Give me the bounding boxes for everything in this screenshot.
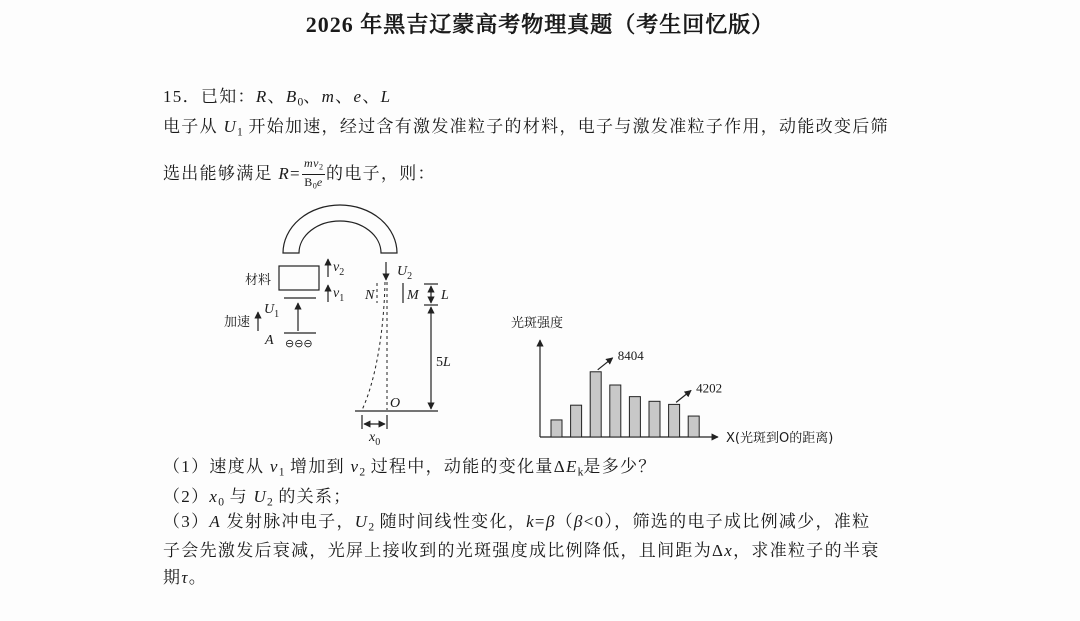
5l-label: [436, 355, 451, 370]
subscript: 2: [368, 520, 375, 534]
subscript: 2: [339, 267, 345, 278]
v1-label: [333, 286, 344, 304]
subscript: k: [577, 465, 584, 479]
math-variable: v: [269, 457, 279, 476]
u2-label: [397, 264, 412, 282]
page-title: 2026 年黑吉辽蒙高考物理真题（考生回忆版）: [305, 12, 775, 37]
bar: [610, 385, 621, 437]
subscript: 1: [237, 125, 243, 139]
intensity-bar-chart: [511, 315, 833, 446]
l-label: L: [441, 288, 449, 303]
text-run: 是多少？: [583, 457, 657, 476]
subscript: 2: [267, 495, 273, 509]
text-run: 与: [224, 487, 254, 506]
math-variable: L: [443, 355, 451, 370]
text-run: 发射脉冲电子，: [221, 512, 355, 531]
math-variable: U: [264, 302, 275, 317]
material-box: [279, 266, 319, 290]
plate-n-label: N: [365, 288, 375, 303]
u1-label: [264, 302, 279, 320]
subscript: 1: [339, 293, 345, 304]
math-variable: x: [209, 487, 219, 506]
math-variable: E: [565, 457, 578, 476]
math-variable: v: [333, 260, 340, 275]
text-run: 过程中，动能的变化量Δ: [365, 457, 566, 476]
math-variable: mv: [303, 156, 319, 170]
y-axis-label: 光斑强度: [511, 316, 564, 331]
text-run: 随时间线性变化，: [374, 512, 527, 531]
subscript: 2: [359, 465, 366, 479]
text-run: B: [304, 175, 313, 190]
math-variable: β: [573, 512, 584, 531]
text-run: 电子从: [163, 117, 224, 136]
bar: [688, 416, 699, 437]
source-a-label: A: [265, 333, 274, 348]
math-variable: R: [255, 87, 268, 106]
x0-label: [368, 430, 380, 448]
plate-m-label: M: [407, 288, 419, 303]
subscript: 2: [318, 162, 324, 172]
math-variable: e: [353, 87, 363, 106]
math-variable: R: [278, 163, 291, 183]
math-variable: v: [350, 457, 360, 476]
bar: [551, 420, 562, 437]
math-variable: e: [316, 175, 323, 190]
subscript: 1: [274, 309, 280, 320]
bar-annotation: 8404: [617, 347, 644, 363]
text-run: ，求准粒子的半衰: [733, 541, 880, 560]
text-run: （: [555, 512, 574, 531]
math-variable: x: [369, 430, 376, 445]
math-variable: τ: [181, 568, 189, 587]
text-run: （1）速度从: [163, 457, 270, 476]
bar: [649, 401, 660, 437]
apparatus-diagram: [224, 205, 451, 448]
point-o-label: O: [390, 396, 401, 411]
text-run: 、: [362, 87, 381, 106]
text-run: 。: [188, 568, 208, 587]
text-run: 15．已知：: [163, 87, 256, 106]
bar-annotation: 4202: [696, 380, 723, 396]
text-run: <0），筛选的电子成比例减少，准粒: [583, 512, 871, 531]
bar: [571, 405, 582, 437]
text-run: （2）: [163, 487, 210, 506]
math-variable: U: [253, 487, 268, 506]
x-axis-label: X(光斑到O的距离): [726, 431, 834, 446]
text-run: 、: [303, 87, 322, 106]
text-run: 开始加速，经过含有激发准粒子的材料，电子与激发准粒子作用，动能改变后筛: [242, 117, 889, 136]
material-label: 材料: [245, 273, 272, 288]
v2-label: [333, 260, 344, 278]
text-run: （3）: [163, 512, 210, 531]
text-run: 的关系；: [272, 487, 352, 506]
accelerate-label: 加速: [224, 315, 251, 330]
text-run: 的电子，则：: [326, 163, 436, 183]
bar: [629, 397, 640, 437]
math-variable: m: [321, 87, 336, 106]
text-run: =: [290, 163, 301, 183]
math-variable: L: [380, 87, 392, 106]
subscript: 0: [297, 95, 304, 109]
bar: [590, 372, 601, 437]
math-variable: v: [333, 286, 340, 301]
math-variable: U: [354, 512, 369, 531]
math-variable: U: [397, 264, 408, 279]
subscript: 0: [312, 181, 317, 191]
math-variable: A: [209, 512, 222, 531]
text-run: 选出能够满足: [163, 163, 279, 183]
text-run: 增加到: [284, 457, 351, 476]
subscript: 1: [278, 465, 285, 479]
annotation-arrow: [676, 390, 691, 402]
bar: [669, 404, 680, 437]
math-variable: x: [724, 541, 734, 560]
bar-series: [551, 372, 699, 437]
subscript: 0: [375, 437, 381, 448]
text-run: 子会先激发后衰减，光屏上接收到的光斑强度成比例降低，且间距为Δ: [163, 541, 725, 560]
text-run: 期: [163, 568, 182, 587]
math-variable: U: [223, 117, 238, 136]
text-run: 、: [267, 87, 286, 106]
subscript: 0: [218, 495, 225, 509]
text-run: =: [534, 512, 546, 531]
subscript: 2: [407, 271, 413, 282]
electrons-symbol: ⊖⊖⊖: [285, 337, 313, 350]
math-variable: k: [526, 512, 535, 531]
coefficient: 5: [436, 355, 443, 370]
math-variable: β: [545, 512, 556, 531]
annotation-arrow: [598, 358, 613, 370]
magnetic-tube: [283, 205, 397, 253]
math-variable: B: [285, 87, 298, 106]
text-run: 、: [335, 87, 354, 106]
